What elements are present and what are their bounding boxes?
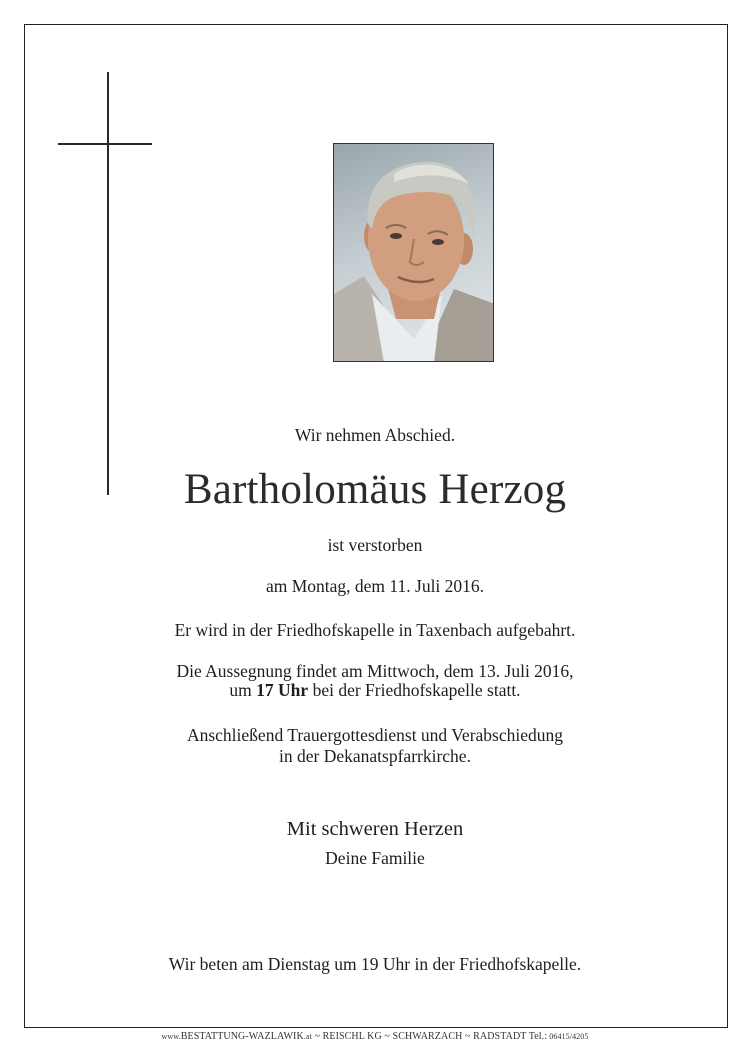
footer-tel-label: Tel.:	[526, 1031, 548, 1042]
signature-text: Deine Familie	[325, 848, 425, 868]
footer-tld: .at	[303, 1032, 312, 1041]
blessing-suffix: bei der Friedhofskapelle statt.	[308, 680, 521, 700]
date-of-death: am Montag, dem 11. Juli 2016.	[265, 576, 485, 596]
footer-company: BESTATTUNG-WAZLAWIK	[180, 1031, 304, 1042]
status-text: ist verstorben	[327, 535, 423, 555]
deceased-name: Bartholomäus Herzog	[183, 466, 567, 513]
footer-tel: 06415/4205	[547, 1032, 589, 1041]
blessing-time: 17 Uhr	[256, 680, 309, 700]
portrait-photo	[333, 143, 494, 362]
footer-funeral-home	[0, 1031, 750, 1042]
cross-horizontal-bar	[58, 143, 152, 145]
service-line-2: in der Dekanatspfarrkirche.	[279, 746, 471, 766]
footer-www: www.	[161, 1032, 181, 1041]
laid-out-text: Er wird in der Friedhofskapelle in Taxenbach aufgebahrt.	[174, 620, 576, 640]
service-line-1: Anschließend Trauergottesdienst und Verabschiedung	[186, 725, 564, 745]
closing-text: Mit schweren Herzen	[286, 818, 464, 840]
portrait-illustration	[334, 144, 494, 362]
blessing-prefix: um	[229, 680, 257, 700]
blessing-line-1: Die Aussegnung findet am Mittwoch, dem 13. Juli 2016,	[176, 661, 574, 681]
intro-text: Wir nehmen Abschied.	[294, 425, 456, 445]
footer-locations: ~ REISCHL KG ~ SCHWARZACH ~ RADSTADT	[311, 1031, 527, 1042]
prayer-text: Wir beten am Dienstag um 19 Uhr in der Friedhofskapelle.	[168, 954, 582, 974]
blessing-line-2	[0, 682, 750, 700]
